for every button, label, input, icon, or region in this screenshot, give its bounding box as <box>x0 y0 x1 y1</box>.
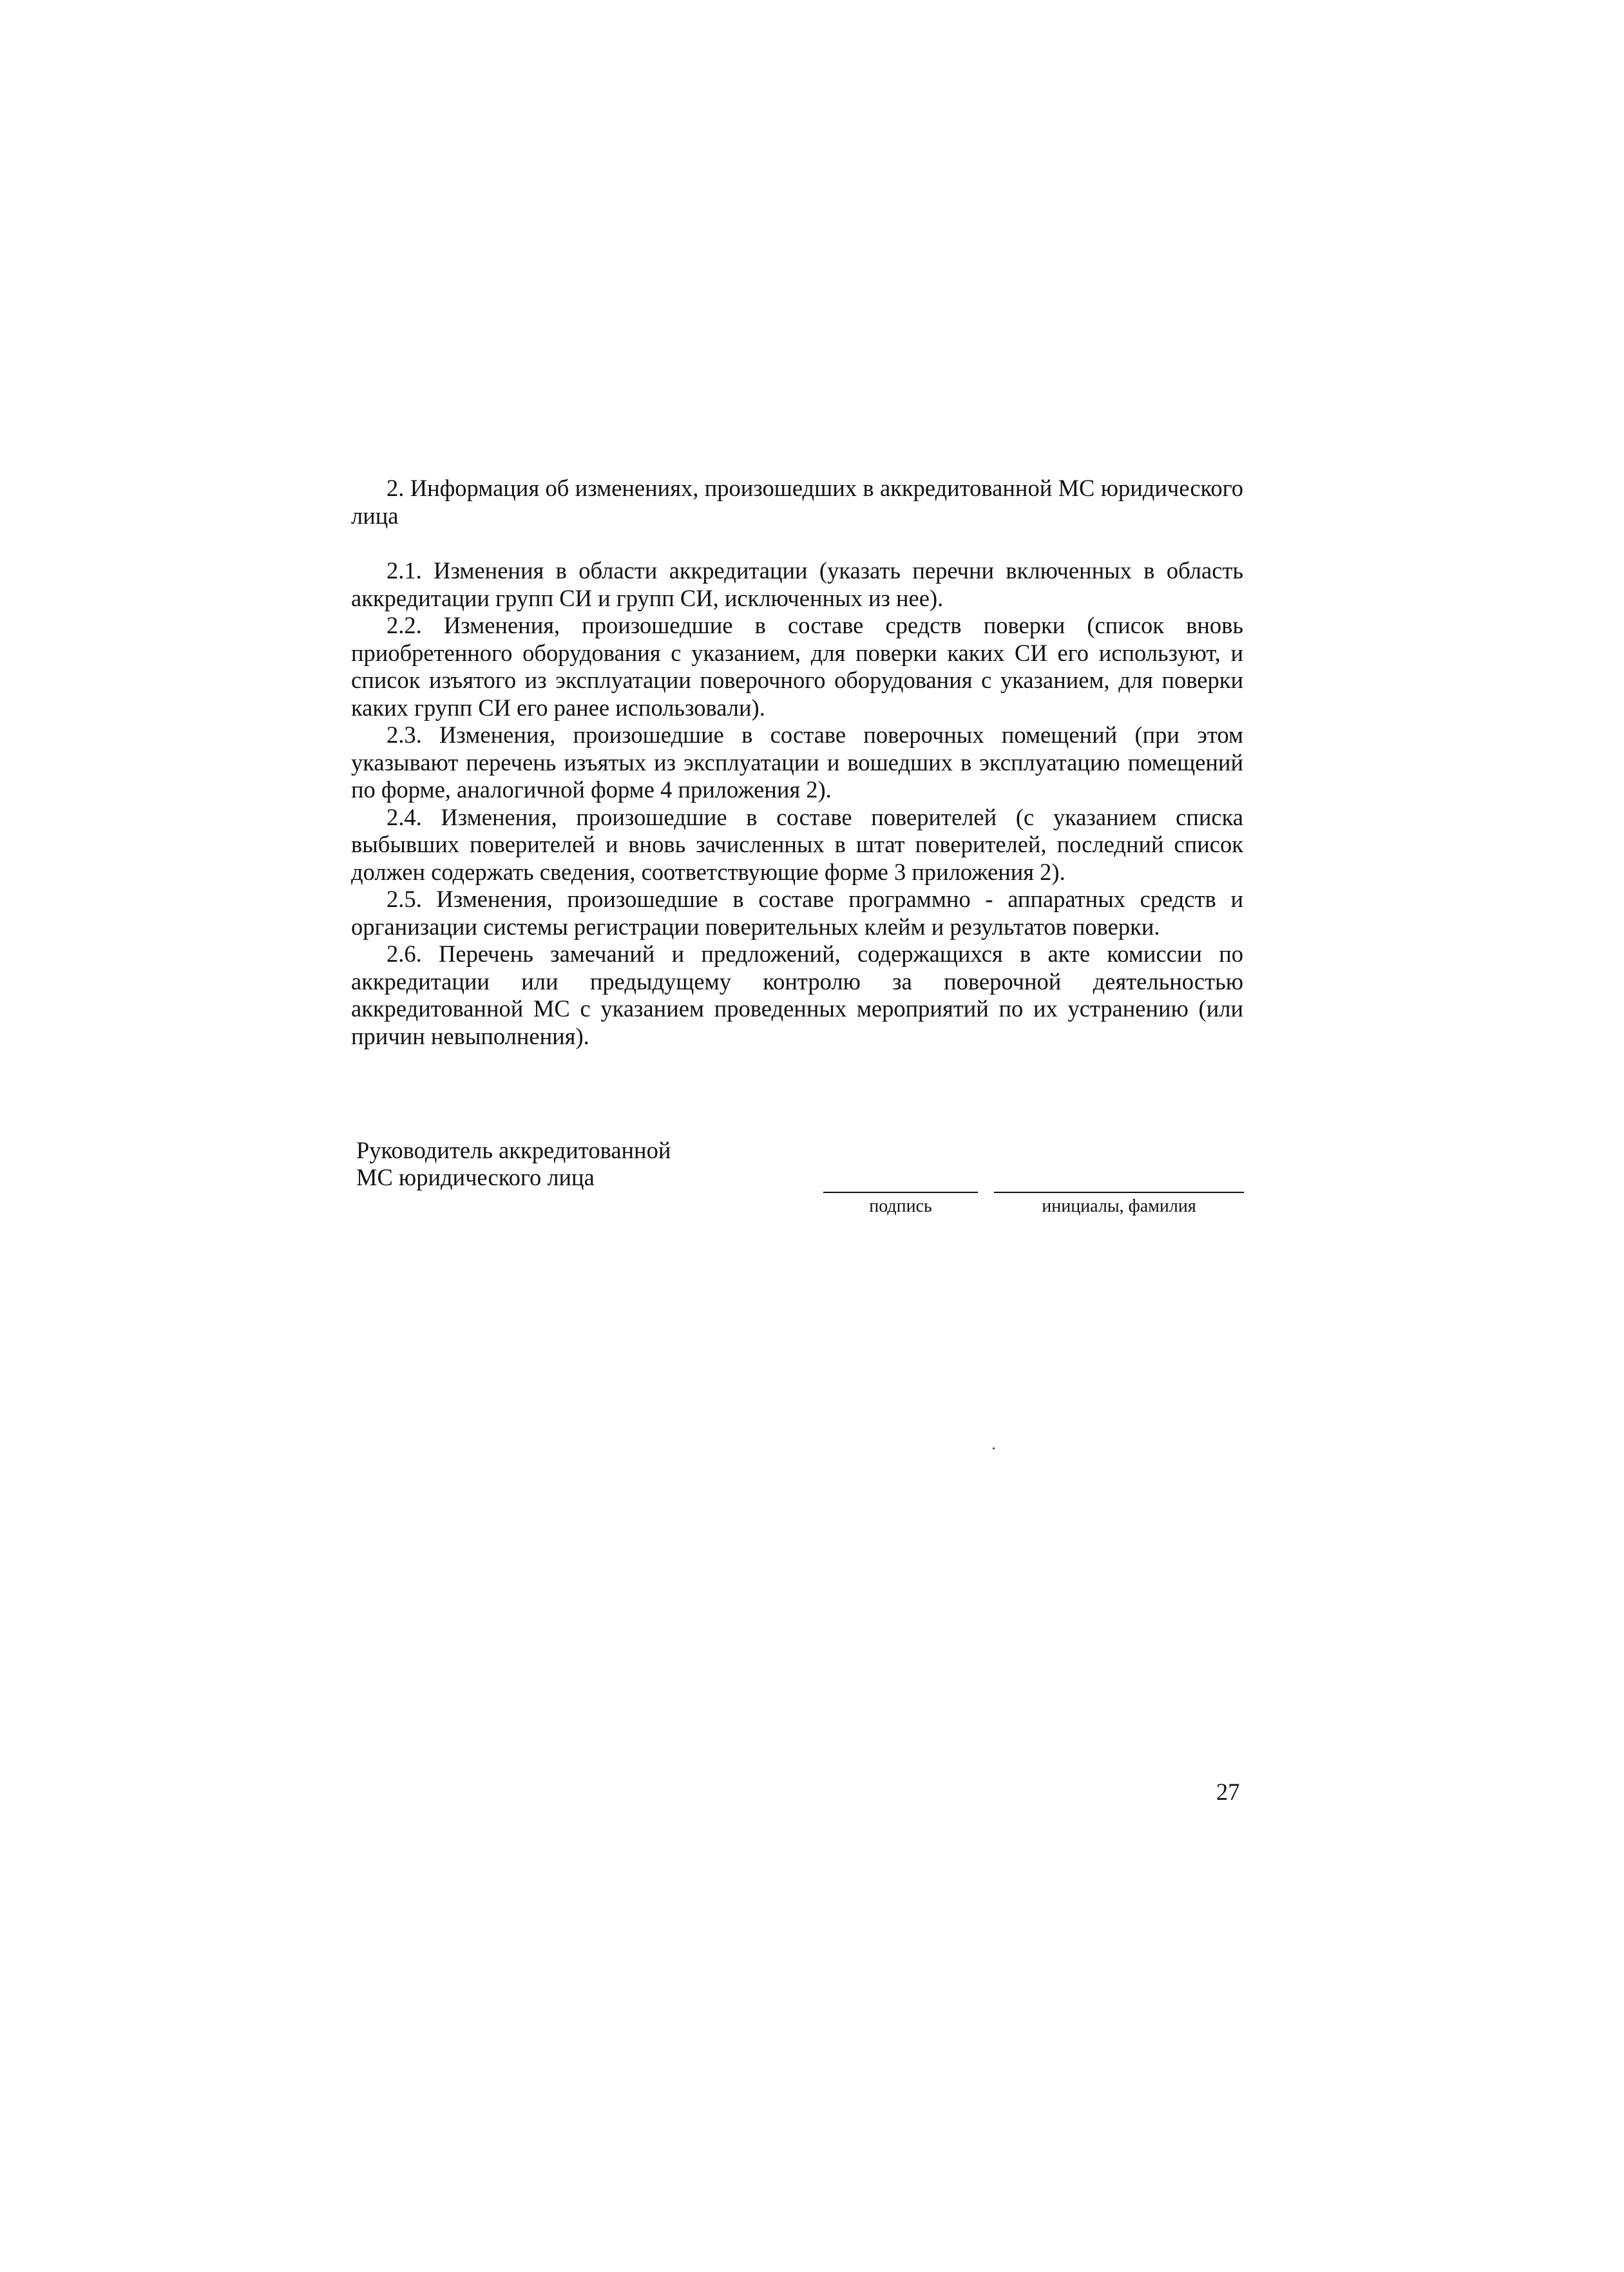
signature-field <box>823 1137 978 1214</box>
paragraph-2-2: 2.2. Изменения, произошедшие в составе средств поверки (список вновь приобретенного оборудования с указанием, для поверки каких СИ его используют, и список изъятого из эксплуатации поверочного оборудования с указанием, для поверки каких групп СИ его ранее использовали). <box>351 612 1243 721</box>
name-line <box>994 1192 1244 1193</box>
document-body <box>351 475 1243 1050</box>
signatory-role-line-1: Руководитель аккредитованной <box>356 1137 671 1163</box>
scan-speck <box>993 1447 995 1449</box>
signatory-role-line-2: МС юридического лица <box>356 1164 595 1190</box>
paragraph-2-1: 2.1. Изменения в области аккредитации (указать перечни включенных в область аккредитации групп СИ и групп СИ, исключенных из нее). <box>351 557 1243 611</box>
paragraph-2-4: 2.4. Изменения, произошедшие в составе поверителей (с указанием списка выбывших поверителей и вновь зачисленных в штат поверителей, последний список должен содержать сведения, соответствующие форме 3 приложения 2). <box>351 803 1243 885</box>
paragraph-2-6: 2.6. Перечень замечаний и предложений, содержащихся в акте комиссии по аккредитации или предыдущему контролю за поверочной деятельностью аккредитованной МС с указанием проведенных мероприятий по их устранению (или причин невыполнения). <box>351 940 1243 1049</box>
name-caption: инициалы, фамилия <box>1042 1196 1196 1216</box>
signature-caption: подпись <box>869 1196 932 1216</box>
paragraph-2-5: 2.5. Изменения, произошедшие в составе программно - аппаратных средств и организации системы регистрации поверительных клейм и результатов поверки. <box>351 886 1243 940</box>
section-heading: 2. Информация об изменениях, произошедших в аккредитованной МС юридического лица <box>351 475 1243 529</box>
page-number: 27 <box>1216 1779 1240 1805</box>
paragraph-2-3: 2.3. Изменения, произошедшие в составе поверочных помещений (при этом указывают перечень изъятых из эксплуатации и вошедших в эксплуатацию помещений по форме, аналогичной форме 4 приложения 2). <box>351 721 1243 803</box>
name-field <box>994 1137 1244 1214</box>
signatory-role <box>356 1137 671 1191</box>
signature-block <box>356 1137 1258 1240</box>
signature-line <box>823 1192 978 1193</box>
